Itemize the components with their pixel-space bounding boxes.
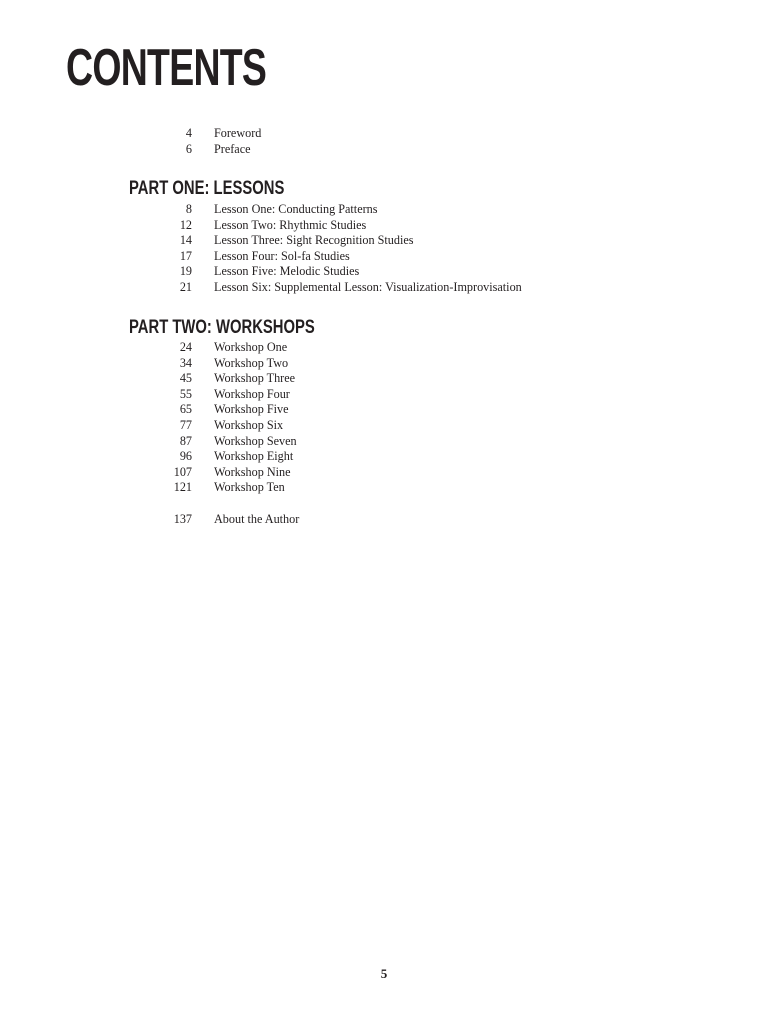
toc-page-number: 137 xyxy=(173,512,192,526)
toc-page-number: 21 xyxy=(179,279,192,294)
toc-entry-lesson-six[interactable] xyxy=(0,280,768,296)
toc-entry-workshop-ten[interactable] xyxy=(0,480,768,496)
toc-entry-workshop-eight[interactable] xyxy=(0,449,768,465)
toc-entry-title: Lesson Two: Rhythmic Studies xyxy=(214,217,367,232)
toc-entry-title: Foreword xyxy=(214,126,262,140)
toc-entry-lesson-three[interactable] xyxy=(0,233,768,249)
toc-entry-title: Workshop Ten xyxy=(214,480,285,495)
toc-entry-preface[interactable] xyxy=(0,142,768,158)
toc-page-number: 34 xyxy=(179,355,192,370)
back-matter-list xyxy=(0,512,768,528)
toc-entry-workshop-six[interactable] xyxy=(0,418,768,434)
toc-page-number: 6 xyxy=(185,141,192,156)
toc-entry-workshop-two[interactable] xyxy=(0,356,768,372)
toc-entry-title: Workshop Seven xyxy=(214,433,297,448)
toc-entry-workshop-one[interactable] xyxy=(0,340,768,356)
toc-page-number: 12 xyxy=(179,217,192,232)
toc-entry-workshop-nine[interactable] xyxy=(0,465,768,481)
toc-entry-title: Workshop Two xyxy=(214,355,289,370)
toc-entry-lesson-two[interactable] xyxy=(0,218,768,234)
toc-entry-workshop-four[interactable] xyxy=(0,387,768,403)
toc-entry-title: Workshop Five xyxy=(214,402,289,417)
toc-entry-title: Workshop Six xyxy=(214,417,284,432)
toc-page-number: 4 xyxy=(185,126,192,140)
toc-page-number: 14 xyxy=(179,233,192,248)
part-one-list xyxy=(0,202,768,296)
toc-entry-lesson-five[interactable] xyxy=(0,264,768,280)
part-two-list xyxy=(0,340,768,496)
toc-page-number: 107 xyxy=(173,464,192,479)
toc-page-number: 65 xyxy=(179,402,192,417)
page-number: 5 xyxy=(380,966,388,981)
toc-entry-title: Lesson Six: Supplemental Lesson: Visualization-Improvisation xyxy=(214,279,522,294)
part-two-heading: PART TWO: WORKSHOPS xyxy=(129,317,315,338)
toc-entry-workshop-seven[interactable] xyxy=(0,434,768,450)
toc-entry-workshop-five[interactable] xyxy=(0,402,768,418)
toc-page-number: 121 xyxy=(173,480,192,495)
toc-entry-title: Workshop Eight xyxy=(214,449,294,464)
page-title: CONTENTS xyxy=(66,39,267,97)
toc-entry-title: Lesson One: Conducting Patterns xyxy=(214,202,378,216)
toc-entry-title: Preface xyxy=(214,141,251,156)
toc-entry-title: Lesson Three: Sight Recognition Studies xyxy=(214,233,414,248)
front-matter-list xyxy=(0,126,768,157)
toc-entry-title: Workshop Nine xyxy=(214,464,291,479)
toc-page-number: 87 xyxy=(179,433,192,448)
toc-entry-title: Lesson Four: Sol-fa Studies xyxy=(214,248,350,263)
toc-entry-workshop-three[interactable] xyxy=(0,371,768,387)
toc-page-number: 19 xyxy=(179,264,192,279)
toc-entry-title: Workshop One xyxy=(214,340,288,354)
toc-page-number: 45 xyxy=(179,371,192,386)
toc-entry-lesson-four[interactable] xyxy=(0,249,768,265)
toc-page-number: 77 xyxy=(179,417,192,432)
toc-page-number: 55 xyxy=(179,386,192,401)
toc-page-number: 8 xyxy=(185,202,192,216)
toc-entry-title: Lesson Five: Melodic Studies xyxy=(214,264,360,279)
toc-entry-lesson-one[interactable] xyxy=(0,202,768,218)
toc-entry-title: About the Author xyxy=(214,512,300,526)
toc-entry-foreword[interactable] xyxy=(0,126,768,142)
toc-entry-about-the-author[interactable] xyxy=(0,512,768,528)
part-one-heading: PART ONE: LESSONS xyxy=(129,178,285,199)
toc-page-number: 24 xyxy=(179,340,192,354)
toc-entry-title: Workshop Four xyxy=(214,386,290,401)
toc-page-number: 96 xyxy=(179,449,192,464)
toc-page-number: 17 xyxy=(179,248,192,263)
toc-entry-title: Workshop Three xyxy=(214,371,296,386)
